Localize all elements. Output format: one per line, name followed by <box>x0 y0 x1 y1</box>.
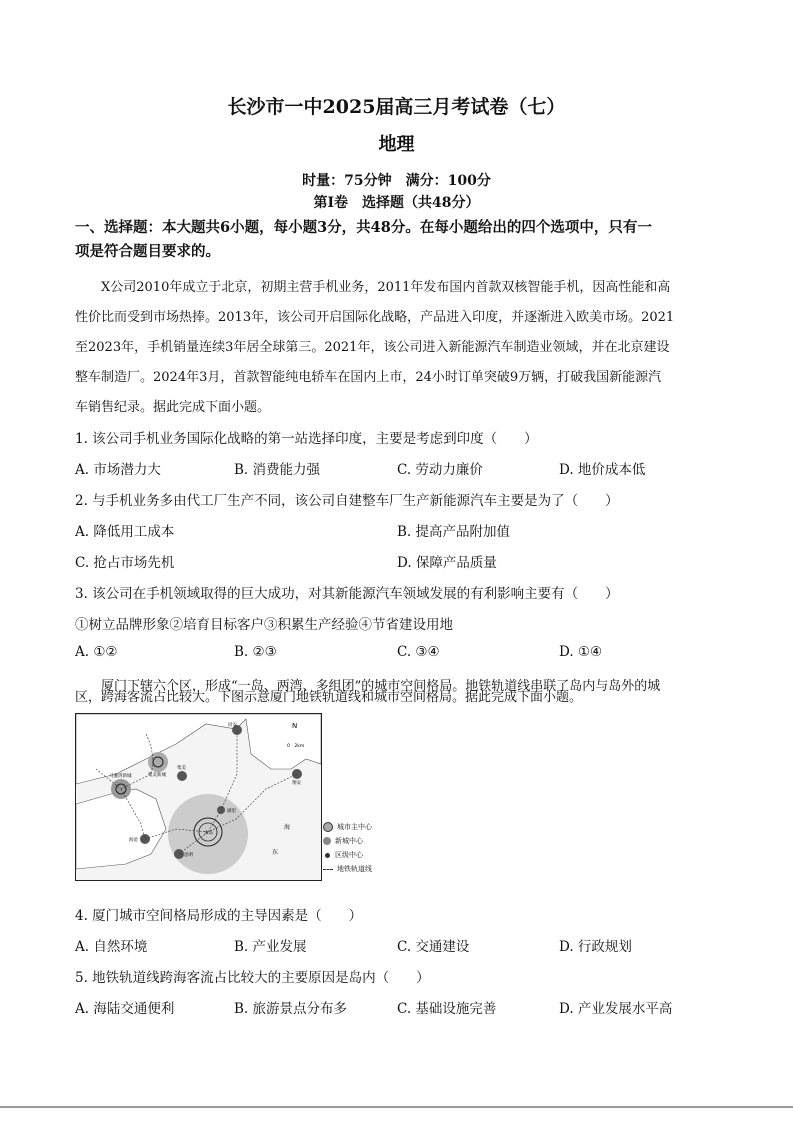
question-1: 1. 该公司手机业务国际化战略的第一站选择印度，主要是考虑到印度（ ） <box>75 431 538 447</box>
passage-line: 车销售纪录。据此完成下面小题。 <box>75 400 271 415</box>
map-label-sea2: 东 <box>272 849 279 856</box>
map-label-sea1: 海 <box>284 824 291 831</box>
map-label-malu: 马銮湾新城 <box>109 774 132 779</box>
subject: 地理 <box>378 134 415 155</box>
option: A. 自然环境 <box>75 939 148 955</box>
question-3: 3. 该公司在手机领域取得的巨大成功，对其新能源汽车领域发展的有利影响主要有（ ） <box>75 586 619 602</box>
part-title: 第Ⅰ卷 选择题（共48分） <box>313 195 480 211</box>
option: C. 基础设施完善 <box>397 1001 497 1017</box>
passage-line: 整车制造厂。2024年3月，首款智能纯电轿车在国内上市，24小时订单突破9万辆，打破我国新能源汽 <box>75 370 662 385</box>
map-label-center: 本岛 <box>204 831 213 836</box>
option: B. 消费能力强 <box>234 462 321 478</box>
north-arrow: N <box>292 722 298 730</box>
question-2: 2. 与手机业务多由代工厂生产不同，该公司自建整车厂生产新能源汽车主要是为了（ ） <box>75 493 619 509</box>
question-5: 5. 地铁轨道线跨海客流占比较大的主要原因是岛内（ ） <box>75 970 430 986</box>
option: C. 抢占市场先机 <box>75 555 175 571</box>
option: D. 地价成本低 <box>559 462 646 478</box>
map-label-huli: 湖里 <box>227 809 236 814</box>
option: B. 提高产品附加值 <box>397 524 511 540</box>
section-heading: 一、选择题：本大题共6小题，每小题3分，共48分。在每小题给出的四个选项中，只有一 <box>75 219 652 236</box>
map-label-tongan: 同安 <box>228 723 237 728</box>
section-heading-2: 项是符合题目要求的。 <box>75 243 220 260</box>
passage-line: 至2023年，手机销量连续3年居全球第三。2021年，该公司进入新能源汽车制造业领域，并在北京建设 <box>75 340 670 355</box>
option: C. ③④ <box>397 644 440 660</box>
passage-line: X公司2010年成立于北京，初期主营手机业务，2011年发布国内首款双核智能手机，因高性能和高 <box>101 280 671 295</box>
map-label-jimeixc: 集美新城 <box>148 773 166 778</box>
map-label-jimei: 集美 <box>177 766 186 771</box>
legend-item: 城市主中心 <box>337 823 372 831</box>
question-3-items: ①树立品牌形象②培育目标客户③积累生产经验④节省建设用地 <box>75 617 453 633</box>
option: A. ①② <box>75 644 118 660</box>
option: D. 保障产品质量 <box>397 555 497 571</box>
legend-item: 区级中心 <box>335 851 363 859</box>
map-label-haicang: 海沧 <box>129 838 138 843</box>
option: C. 交通建设 <box>397 939 470 955</box>
passage-line: 区，跨海客流占比较大。下图示意厦门地铁轨道线和城市空间格局。据此完成下面小题。 <box>75 690 583 705</box>
option: D. 产业发展水平高 <box>559 1001 673 1017</box>
option: B. ②③ <box>234 644 277 660</box>
option: A. 降低用工成本 <box>75 524 175 540</box>
map-legend <box>323 820 372 876</box>
page-divider <box>0 1106 793 1108</box>
scale-bar: 0 2km <box>287 744 305 749</box>
time-score: 时量：75分钟 满分：100分 <box>302 173 491 189</box>
map-label-siming: 思明 <box>184 853 193 858</box>
option: B. 旅游景点分布多 <box>234 1001 348 1017</box>
option: D. ①④ <box>559 644 603 660</box>
option: C. 劳动力廉价 <box>397 462 483 478</box>
xiamen-map <box>75 713 322 881</box>
passage-line: 性价比而受到市场热捧。2013年，该公司开启国际化战略，产品进入印度，并逐渐进入欧美市场。2021 <box>75 310 675 325</box>
option: A. 市场潜力大 <box>75 462 161 478</box>
legend-item: 地铁轨道线 <box>337 865 372 873</box>
passage-line: 厦门下辖六个区，形成“一岛、两湾、多组团”的城市空间格局。地铁轨道线串联了岛内与岛外的城 <box>101 679 661 694</box>
option: A. 海陆交通便利 <box>75 1001 175 1017</box>
option: D. 行政规划 <box>559 939 632 955</box>
option: B. 产业发展 <box>234 939 307 955</box>
legend-item: 新城中心 <box>335 837 363 845</box>
exam-title: 长沙市一中2025届高三月考试卷（七） <box>227 96 566 118</box>
map-label-xiangan: 翔安 <box>292 781 301 786</box>
question-4: 4. 厦门城市空间格局形成的主导因素是（ ） <box>75 908 363 924</box>
